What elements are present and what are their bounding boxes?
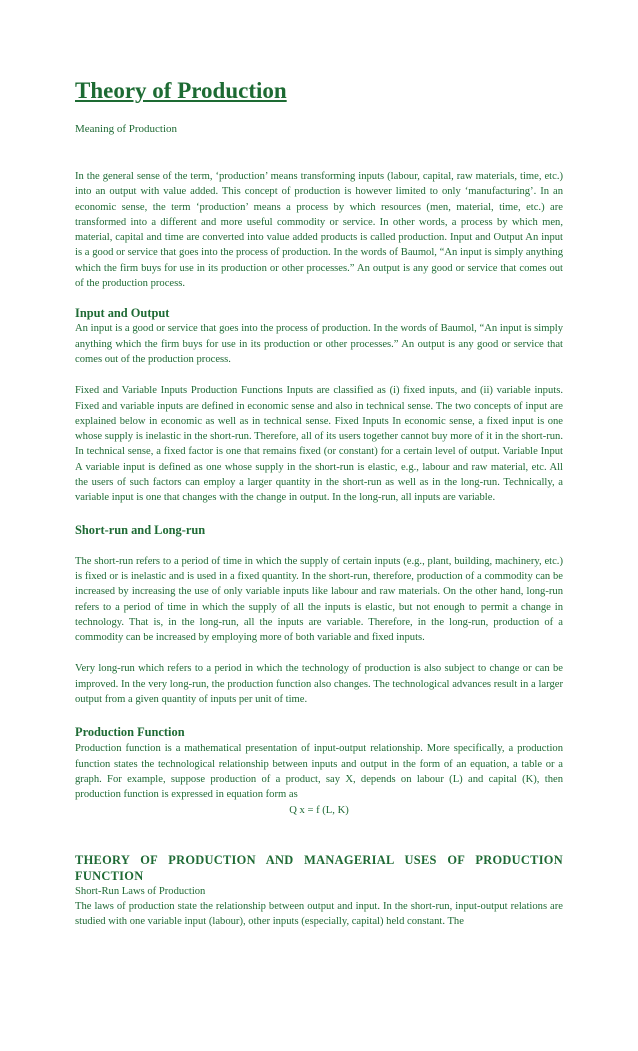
- short-run-laws-subheading: Short-Run Laws of Production: [75, 885, 206, 897]
- production-function-paragraph: Production function is a mathematical presentation of input-output relationship. More specifically, a production function states the technological relationship between inputs and output in the form of an equation, a table or a graph. For example, suppose production of a product, say X, depends on labour (L) and capital (K), then production function is expressed in equation form as: [75, 743, 563, 801]
- input-output-paragraph: An input is a good or service that goes into the process of production. In the words of Baumol, “An input is simply anything which the firm buys for use in its production or other processes.” An output is any good or service that comes out of the production process.: [75, 323, 563, 365]
- subtitle: Meaning of Production: [75, 123, 178, 135]
- managerial-heading: THEORY OF PRODUCTION AND MANAGERIAL USES OF PRODUCTION FUNCTION: [75, 852, 563, 883]
- input-output-heading: Input and Output: [75, 306, 170, 321]
- production-function-heading: Production Function: [75, 725, 185, 740]
- production-equation: Q x = f (L, K): [289, 804, 349, 816]
- intro-paragraph: In the general sense of the term, ‘production’ means transforming inputs (labour, capital, raw materials, time, etc.) into an output with value added. This concept of production is however limited to only ‘manufacturing’. In an economic sense, the term ‘production’ means a process by which resources (men, material, time, etc.) are transformed into a different and more useful commodity or service. In other words, a process by which men, material, capital and time are converted into value added products is called production. Input and Output An input is a good or service that goes into the process of production. In the words of Baumol, “An input is simply anything which the firm buys for use in its production or other processes.” An output is any good or service that comes out of the production process.: [75, 171, 563, 290]
- document-content: [75, 77, 563, 929]
- short-run-paragraph: The short-run refers to a period of time in which the supply of certain inputs (e.g., plant, building, machinery, etc.) is fixed or is inelastic and is used in a fixed quantity. In the short-run, therefore, production of a commodity can be increased by increasing the use of only variable inputs like labour and raw materials. On the other hand, long-run refers to a period of time in which the supply of all the inputs is elastic, but not enough to permit a change in technology. That is, in the long-run, all the inputs are variable. Therefore, in the long-run, production of a commodity can be increased by employing more of both variable and fixed inputs.: [75, 555, 563, 644]
- page-title: Theory of Production: [75, 78, 287, 103]
- laws-of-production-paragraph: The laws of production state the relationship between output and input. In the short-run, input-output relations are studied with one variable input (labour), other inputs (especially, capital) held constant. The: [75, 900, 563, 927]
- short-long-heading: Short-run and Long-run: [75, 522, 206, 537]
- very-long-run-paragraph: Very long-run which refers to a period in which the technology of production is also subject to change or can be improved. In the very long-run, the production function also changes. The technological advances result in a larger output from a given quantity of inputs per unit of time.: [75, 663, 563, 706]
- fixed-variable-paragraph: Fixed and Variable Inputs Production Functions Inputs are classified as (i) fixed inputs, and (ii) variable inputs. Fixed and variable inputs are defined in economic sense and also in technical sense. The two concepts of input are explained below in economic as well as in technical sense. Fixed Inputs In economic sense, a fixed input is one whose supply is inelastic in the short-run. Therefore, all of its users together cannot buy more of it in the short-run. In technical sense, a fixed factor is one that remains fixed (or constant) for a certain level of output. Variable Input A variable input is defined as one whose supply in the short-run is elastic, e.g., labour and raw material, etc. All the users of such factors can employ a larger quantity in the short-run as well as in the long-run. Technically, a variable input is one that changes with the change in output. In the long-run, all inputs are variable.: [75, 385, 563, 504]
